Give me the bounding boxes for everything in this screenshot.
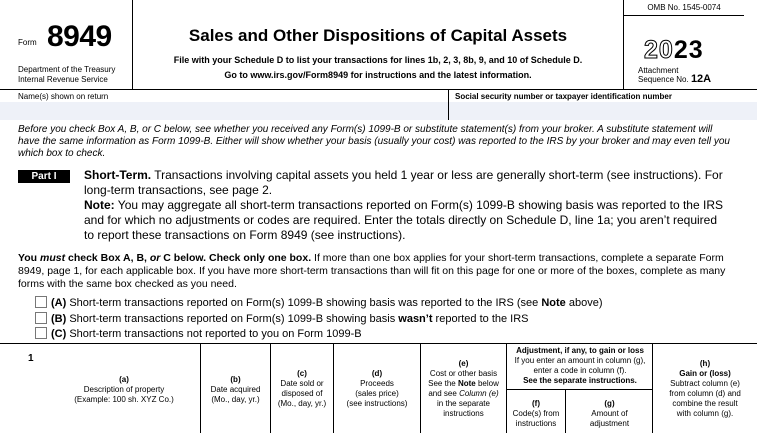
column-g-letter: (g) xyxy=(604,399,615,408)
checkbox-a-after: above) xyxy=(565,297,603,309)
form-number: 8949 xyxy=(47,20,112,53)
tax-year-prefix: 20 xyxy=(644,36,674,64)
website-instruction: Go to www.irs.gov/Form8949 for instructions and the latest information. xyxy=(224,70,532,80)
checkbox-a[interactable] xyxy=(35,296,47,308)
omb-block xyxy=(623,0,757,90)
taxpayer-row xyxy=(0,90,757,120)
part-description xyxy=(84,168,724,243)
part-heading: Short-Term. xyxy=(84,168,152,182)
adjustment-heading-line4: See the separate instructions. xyxy=(523,376,637,385)
agency-name: Internal Revenue Service xyxy=(18,75,108,84)
note-label: Note: xyxy=(84,198,115,212)
column-c-header xyxy=(270,344,333,433)
column-f-line2: instructions xyxy=(515,419,557,428)
form-id-block xyxy=(0,0,133,90)
tax-year xyxy=(644,36,704,65)
column-b-header xyxy=(200,344,270,433)
column-b-line2: (Mo., day, yr.) xyxy=(211,395,260,404)
column-g-line1: Amount of xyxy=(591,409,628,418)
column-c-line1: Date sold or xyxy=(280,379,324,388)
adjustment-heading-line3: enter a code in column (f). xyxy=(533,366,627,375)
column-g-line2: adjustment xyxy=(589,419,630,428)
adjustment-heading-line1: Adjustment, if any, to gain or loss xyxy=(516,346,644,355)
column-b-letter: (b) xyxy=(230,375,241,384)
column-c-line3: (Mo., day, yr.) xyxy=(277,399,327,408)
column-d-line1: Proceeds xyxy=(360,379,394,388)
column-d-line3: (see instructions) xyxy=(346,399,408,408)
checkbox-c[interactable] xyxy=(35,327,47,339)
adjustment-heading-line2: If you enter an amount in column (g), xyxy=(514,356,646,365)
filing-instruction: File with your Schedule D to list your transactions for lines 1b, 2, 3, 8b, 9, and 10 of Schedule D. xyxy=(173,55,583,65)
column-h-line3: combine the result xyxy=(672,399,738,408)
form-title: Sales and Other Dispositions of Capital Assets xyxy=(188,26,568,45)
column-c-letter: (c) xyxy=(297,369,307,378)
column-e-line3b: Column (e) xyxy=(459,389,499,398)
attachment-sequence xyxy=(638,66,711,84)
checkbox-a-letter: (A) xyxy=(51,297,67,309)
department-name: Department of the Treasury xyxy=(18,65,116,74)
column-e-line5: instructions xyxy=(443,409,484,418)
column-a-header xyxy=(62,344,186,433)
column-f-letter: (f) xyxy=(532,399,540,408)
column-e-line2c: below xyxy=(475,379,499,388)
title-block xyxy=(133,0,623,90)
column-h-title: Gain or (loss) xyxy=(679,369,731,378)
ssn-field-box xyxy=(449,90,757,120)
must-p1: You xyxy=(18,252,40,264)
column-d-header xyxy=(333,344,420,433)
must-p2: check Box A, B, xyxy=(65,252,150,264)
checkbox-b[interactable] xyxy=(35,312,47,324)
must-p3: C below. Check only one box. xyxy=(160,252,312,264)
checkbox-b-after: reported to the IRS xyxy=(432,313,529,325)
column-g-header xyxy=(565,390,653,433)
checkbox-c-letter: (C) xyxy=(51,328,67,340)
must-check-text xyxy=(18,252,738,291)
must-word: must xyxy=(39,252,66,264)
checkbox-c-text: Short-term transactions not reported to you on Form 1099-B xyxy=(69,328,362,340)
column-h-letter: (h) xyxy=(699,359,711,368)
column-e-line3a: and see xyxy=(428,389,460,398)
checkbox-b-bold: wasn’t xyxy=(398,313,433,325)
tax-year-suffix: 23 xyxy=(673,36,704,64)
must-or: or xyxy=(149,252,161,264)
form-header xyxy=(0,0,757,90)
sequence-label: Sequence No. xyxy=(638,75,689,84)
column-a-line2: (Example: 100 sh. XYZ Co.) xyxy=(74,395,174,404)
note-text: You may aggregate all short-term transactions reported on Form(s) 1099-B showing basis was reported to the IRS and for which no adjustments or codes are required. Enter the totals directly on Schedule D, line 1a; you aren’t required to report these transactions on Form 8949 (see instructions). xyxy=(84,198,723,242)
column-e-line2a: See the xyxy=(428,379,458,388)
column-e-header xyxy=(420,344,506,433)
column-h-line2: from column (d) and xyxy=(669,389,741,398)
checkbox-b-text: Short-term transactions reported on Form(s) 1099-B showing basis xyxy=(69,313,399,325)
sequence-number: 12A xyxy=(690,73,712,85)
ssn-field[interactable] xyxy=(449,102,757,120)
checkbox-row-c xyxy=(35,327,362,341)
must-rest: If more than one box applies for your short-term transactions, complete a separate Form 8949, page 1, for each applicable box. If you have more short-term transactions than will fit on this page for one or more of the boxes, complete as many forms with the same box checked as you need. xyxy=(18,252,726,290)
column-e-line1: Cost or other basis xyxy=(429,369,498,378)
column-b-line1: Date acquired xyxy=(210,385,261,394)
line-number: 1 xyxy=(28,353,34,364)
checkbox-row-a xyxy=(35,296,603,310)
adjustment-columns-header xyxy=(506,344,652,433)
column-e-letter: (e) xyxy=(458,359,469,368)
name-field-label: Name(s) shown on return xyxy=(18,92,109,101)
before-you-check-text: Before you check Box A, B, or C below, see whether you received any Form(s) 1099-B or substitute statement(s) from your broker. A substitute statement will have the same information as Form 1099-B. Either will show whether your basis (usually your cost) was reported to the IRS by your broker and may even tell you which box to check. xyxy=(18,124,730,159)
column-d-line2: (sales price) xyxy=(355,389,399,398)
column-f-line1: Code(s) from xyxy=(512,409,560,418)
checkbox-b-letter: (B) xyxy=(51,313,67,325)
column-e-line2b: Note xyxy=(457,379,476,388)
name-field-box xyxy=(0,90,449,120)
column-h-header xyxy=(652,344,757,433)
column-a-line1: Description of property xyxy=(83,385,165,394)
omb-number: OMB No. 1545-0074 xyxy=(624,0,744,16)
column-d-letter: (d) xyxy=(371,369,383,378)
checkbox-row-b xyxy=(35,312,529,326)
ssn-field-label: Social security number or taxpayer identification number xyxy=(455,92,672,101)
column-h-line1: Subtract column (e) xyxy=(670,379,740,388)
part-intro: Transactions involving capital assets you held 1 year or less are generally short-term (see instructions). For long-term transactions, see page 2. xyxy=(84,168,723,197)
part-label: Part I xyxy=(18,170,70,183)
checkbox-a-text: Short-term transactions reported on Form(s) 1099-B showing basis was reported to the IRS (see xyxy=(69,297,542,309)
checkbox-a-bold: Note xyxy=(541,297,566,309)
name-field[interactable] xyxy=(0,102,448,120)
adjustment-heading xyxy=(507,344,653,390)
column-e-line4: in the separate xyxy=(437,399,490,408)
column-c-line2: disposed of xyxy=(281,389,323,398)
form-word: Form xyxy=(18,38,37,47)
attachment-label: Attachment xyxy=(638,66,679,75)
column-f-header xyxy=(507,390,565,433)
column-h-line4: with column (g). xyxy=(676,409,734,418)
department-block xyxy=(18,65,133,85)
column-a-letter: (a) xyxy=(119,375,129,384)
